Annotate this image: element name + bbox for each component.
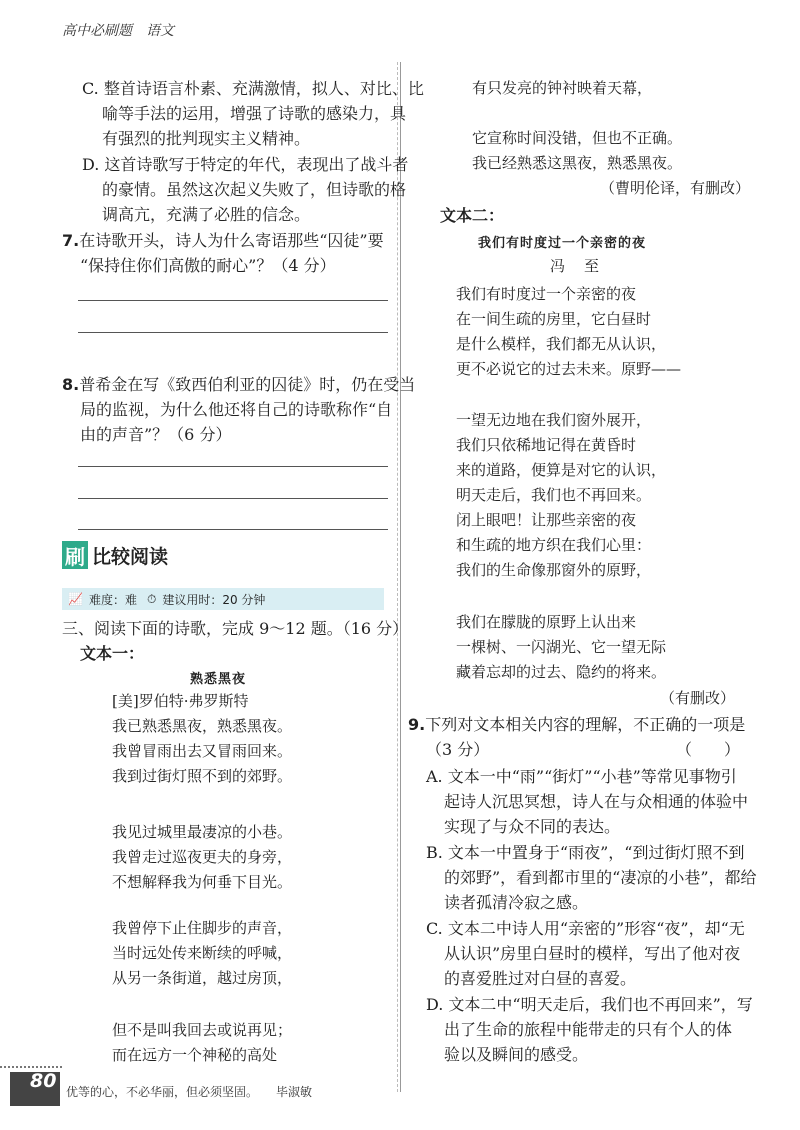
poem-line: 明天走后，我们也不再回来。 bbox=[456, 486, 652, 504]
option-c-line2: 喻等手法的运用，增强了诗歌的感染力，具 bbox=[102, 104, 407, 123]
poem1-title: 熟悉黑夜 bbox=[190, 672, 247, 687]
suggested-time: 建议用时：20 分钟 bbox=[162, 592, 266, 607]
poem-line: 和生疏的地方织在我们心里： bbox=[456, 536, 652, 554]
poem-line: 我曾停下止住脚步的声音， bbox=[112, 919, 293, 937]
difficulty-label: 难度：难 bbox=[88, 592, 137, 607]
question-8 bbox=[62, 372, 415, 397]
question-7 bbox=[62, 228, 384, 253]
poem-line: 藏着忘却的过去、隐约的将来。 bbox=[456, 663, 667, 681]
option-c2-line3: 的喜爱胜过对白昼的喜爱。 bbox=[444, 969, 637, 988]
text2-label: 文本二： bbox=[440, 206, 505, 225]
question-9 bbox=[408, 712, 745, 737]
poem-line: 一棵树、一闪湖光、它一望无际 bbox=[456, 638, 667, 656]
running-header: 高中必刷题 语文 bbox=[62, 23, 174, 39]
option-c2-line1: C. 文本二中诗人用“亲密的”形容“夜”，却“无 bbox=[426, 919, 745, 938]
poem2-author: 冯 至 bbox=[550, 257, 602, 275]
text1-label: 文本一： bbox=[80, 644, 145, 663]
option-d2-line3: 验以及瞬间的感受。 bbox=[444, 1045, 589, 1064]
section-heading bbox=[62, 538, 168, 572]
question-7-line2: “保持住你们高傲的耐心”？（4 分） bbox=[80, 256, 336, 275]
option-d-line2: 的豪情。虽然这次起义失败了，但诗歌的格 bbox=[102, 180, 407, 199]
poem-line: 我们只依稀地记得在黄昏时 bbox=[456, 436, 637, 454]
poem-line: 从另一条街道，越过房顶， bbox=[112, 969, 293, 987]
option-b-line2: 的郊野”，看到都市里的“凄凉的小巷”，都给 bbox=[444, 868, 757, 887]
question-8-line3: 由的声音”？（6 分） bbox=[80, 425, 232, 444]
option-a-line3: 实现了与众不同的表达。 bbox=[444, 817, 621, 836]
part-three-instruction: 三、阅读下面的诗歌，完成 9～12 题。（16 分） bbox=[62, 619, 409, 638]
option-c-line1: C. 整首诗语言朴素、充满激情，拟人、对比、比 bbox=[82, 79, 424, 98]
question-8-line2: 局的监视，为什么他还将自己的诗歌称作“自 bbox=[80, 400, 393, 419]
poem-line: 但不是叫我回去或说再见； bbox=[112, 1021, 293, 1039]
poem2-title: 我们有时度过一个亲密的夜 bbox=[478, 236, 647, 251]
question-number: 7. bbox=[62, 231, 80, 250]
answer-bracket[interactable]: （ ） bbox=[676, 740, 741, 759]
option-b-line1: B. 文本一中置身于“雨夜”，“到过街灯照不到 bbox=[426, 843, 745, 862]
question-9-stem-line1: 下列对文本相关内容的理解，不正确的一项是 bbox=[425, 715, 746, 734]
poem-line: 而在远方一个神秘的高处 bbox=[112, 1046, 278, 1064]
poem-line: 我们在朦胧的原野上认出来 bbox=[456, 613, 637, 631]
poem-line: 不想解释我为何垂下目光。 bbox=[112, 873, 293, 891]
poem-line: 在一间生疏的房里，它白昼时 bbox=[456, 310, 652, 328]
poem-line: 更不必说它的过去未来。原野—— bbox=[456, 360, 682, 378]
section-title: 比较阅读 bbox=[92, 545, 169, 568]
poem-line: 我曾走过巡夜更夫的身旁， bbox=[112, 848, 293, 866]
page-number: 80 bbox=[30, 1070, 57, 1092]
poem-line: 闭上眼吧！让那些亲密的夜 bbox=[456, 511, 637, 529]
chart-icon: 📈 bbox=[68, 592, 83, 606]
option-d2-line2: 出了生命的旅程中能带走的只有个人的体 bbox=[444, 1020, 733, 1039]
poem-line: 我已经熟悉这黑夜，熟悉黑夜。 bbox=[472, 154, 683, 172]
option-a-line2: 起诗人沉思冥想，诗人在与众相通的体验中 bbox=[444, 792, 749, 811]
option-d2-line1: D. 文本二中“明天走后，我们也不再回来”，写 bbox=[426, 995, 753, 1014]
poem-line: 有只发亮的钟衬映着天幕， bbox=[472, 79, 653, 97]
poem-line: 它宣称时间没错，但也不正确。 bbox=[472, 129, 683, 147]
footer-motto: 优等的心，不必华丽，但必须坚固。 毕淑敏 bbox=[66, 1085, 313, 1099]
poem1-source-note: （曹明伦译，有删改） bbox=[600, 179, 751, 197]
option-c-line3: 有强烈的批判现实主义精神。 bbox=[102, 129, 311, 148]
brush-badge-icon: 刷 bbox=[62, 541, 88, 569]
poem-line: 是什么模样，我们都无从认识， bbox=[456, 335, 667, 353]
option-a-line1: A. 文本一中“雨”“街灯”“小巷”等常见事物引 bbox=[426, 767, 737, 786]
option-d-line1: D. 这首诗歌写于特定的年代，表现出了战斗者 bbox=[82, 155, 409, 174]
column-divider bbox=[400, 62, 401, 1092]
option-b-line3: 读者孤清冷寂之感。 bbox=[444, 893, 589, 912]
answer-line[interactable] bbox=[78, 332, 388, 333]
answer-line[interactable] bbox=[78, 466, 388, 467]
answer-line[interactable] bbox=[78, 300, 388, 301]
clock-icon: ⏱ bbox=[146, 591, 157, 606]
option-c2-line2: 从认识”房里白昼时的模样，写出了他对夜 bbox=[444, 944, 741, 963]
poem-line: 当时远处传来断续的呼喊， bbox=[112, 944, 293, 962]
option-d-line3: 调高亢，充满了必胜的信念。 bbox=[102, 205, 311, 224]
question-7-line1: 在诗歌开头，诗人为什么寄语那些“囚徒”要 bbox=[79, 231, 384, 250]
poem-line: 我曾冒雨出去又冒雨回来。 bbox=[112, 742, 293, 760]
answer-line[interactable] bbox=[78, 529, 388, 530]
poem2-source-note: （有删改） bbox=[660, 689, 736, 707]
poem-line: 我已熟悉黑夜，熟悉黑夜。 bbox=[112, 717, 293, 735]
question-number: 8. bbox=[62, 375, 80, 394]
question-number: 9. bbox=[408, 715, 426, 734]
poem1-author: [美]罗伯特·弗罗斯特 bbox=[112, 692, 249, 710]
poem-line: 来的道路，便算是对它的认识， bbox=[456, 461, 667, 479]
answer-line[interactable] bbox=[78, 498, 388, 499]
question-9-stem-line2: （3 分） bbox=[426, 740, 490, 759]
poem-line: 我们有时度过一个亲密的夜 bbox=[456, 285, 637, 303]
difficulty-bar bbox=[62, 588, 384, 610]
poem-line: 我到过街灯照不到的郊野。 bbox=[112, 767, 293, 785]
poem-line: 我们的生命像那窗外的原野， bbox=[456, 561, 652, 579]
question-8-line1: 普希金在写《致西伯利亚的囚徒》时，仍在受当 bbox=[79, 375, 416, 394]
poem-line: 我见过城里最凄凉的小巷。 bbox=[112, 823, 293, 841]
poem-line: 一望无边地在我们窗外展开， bbox=[456, 411, 652, 429]
